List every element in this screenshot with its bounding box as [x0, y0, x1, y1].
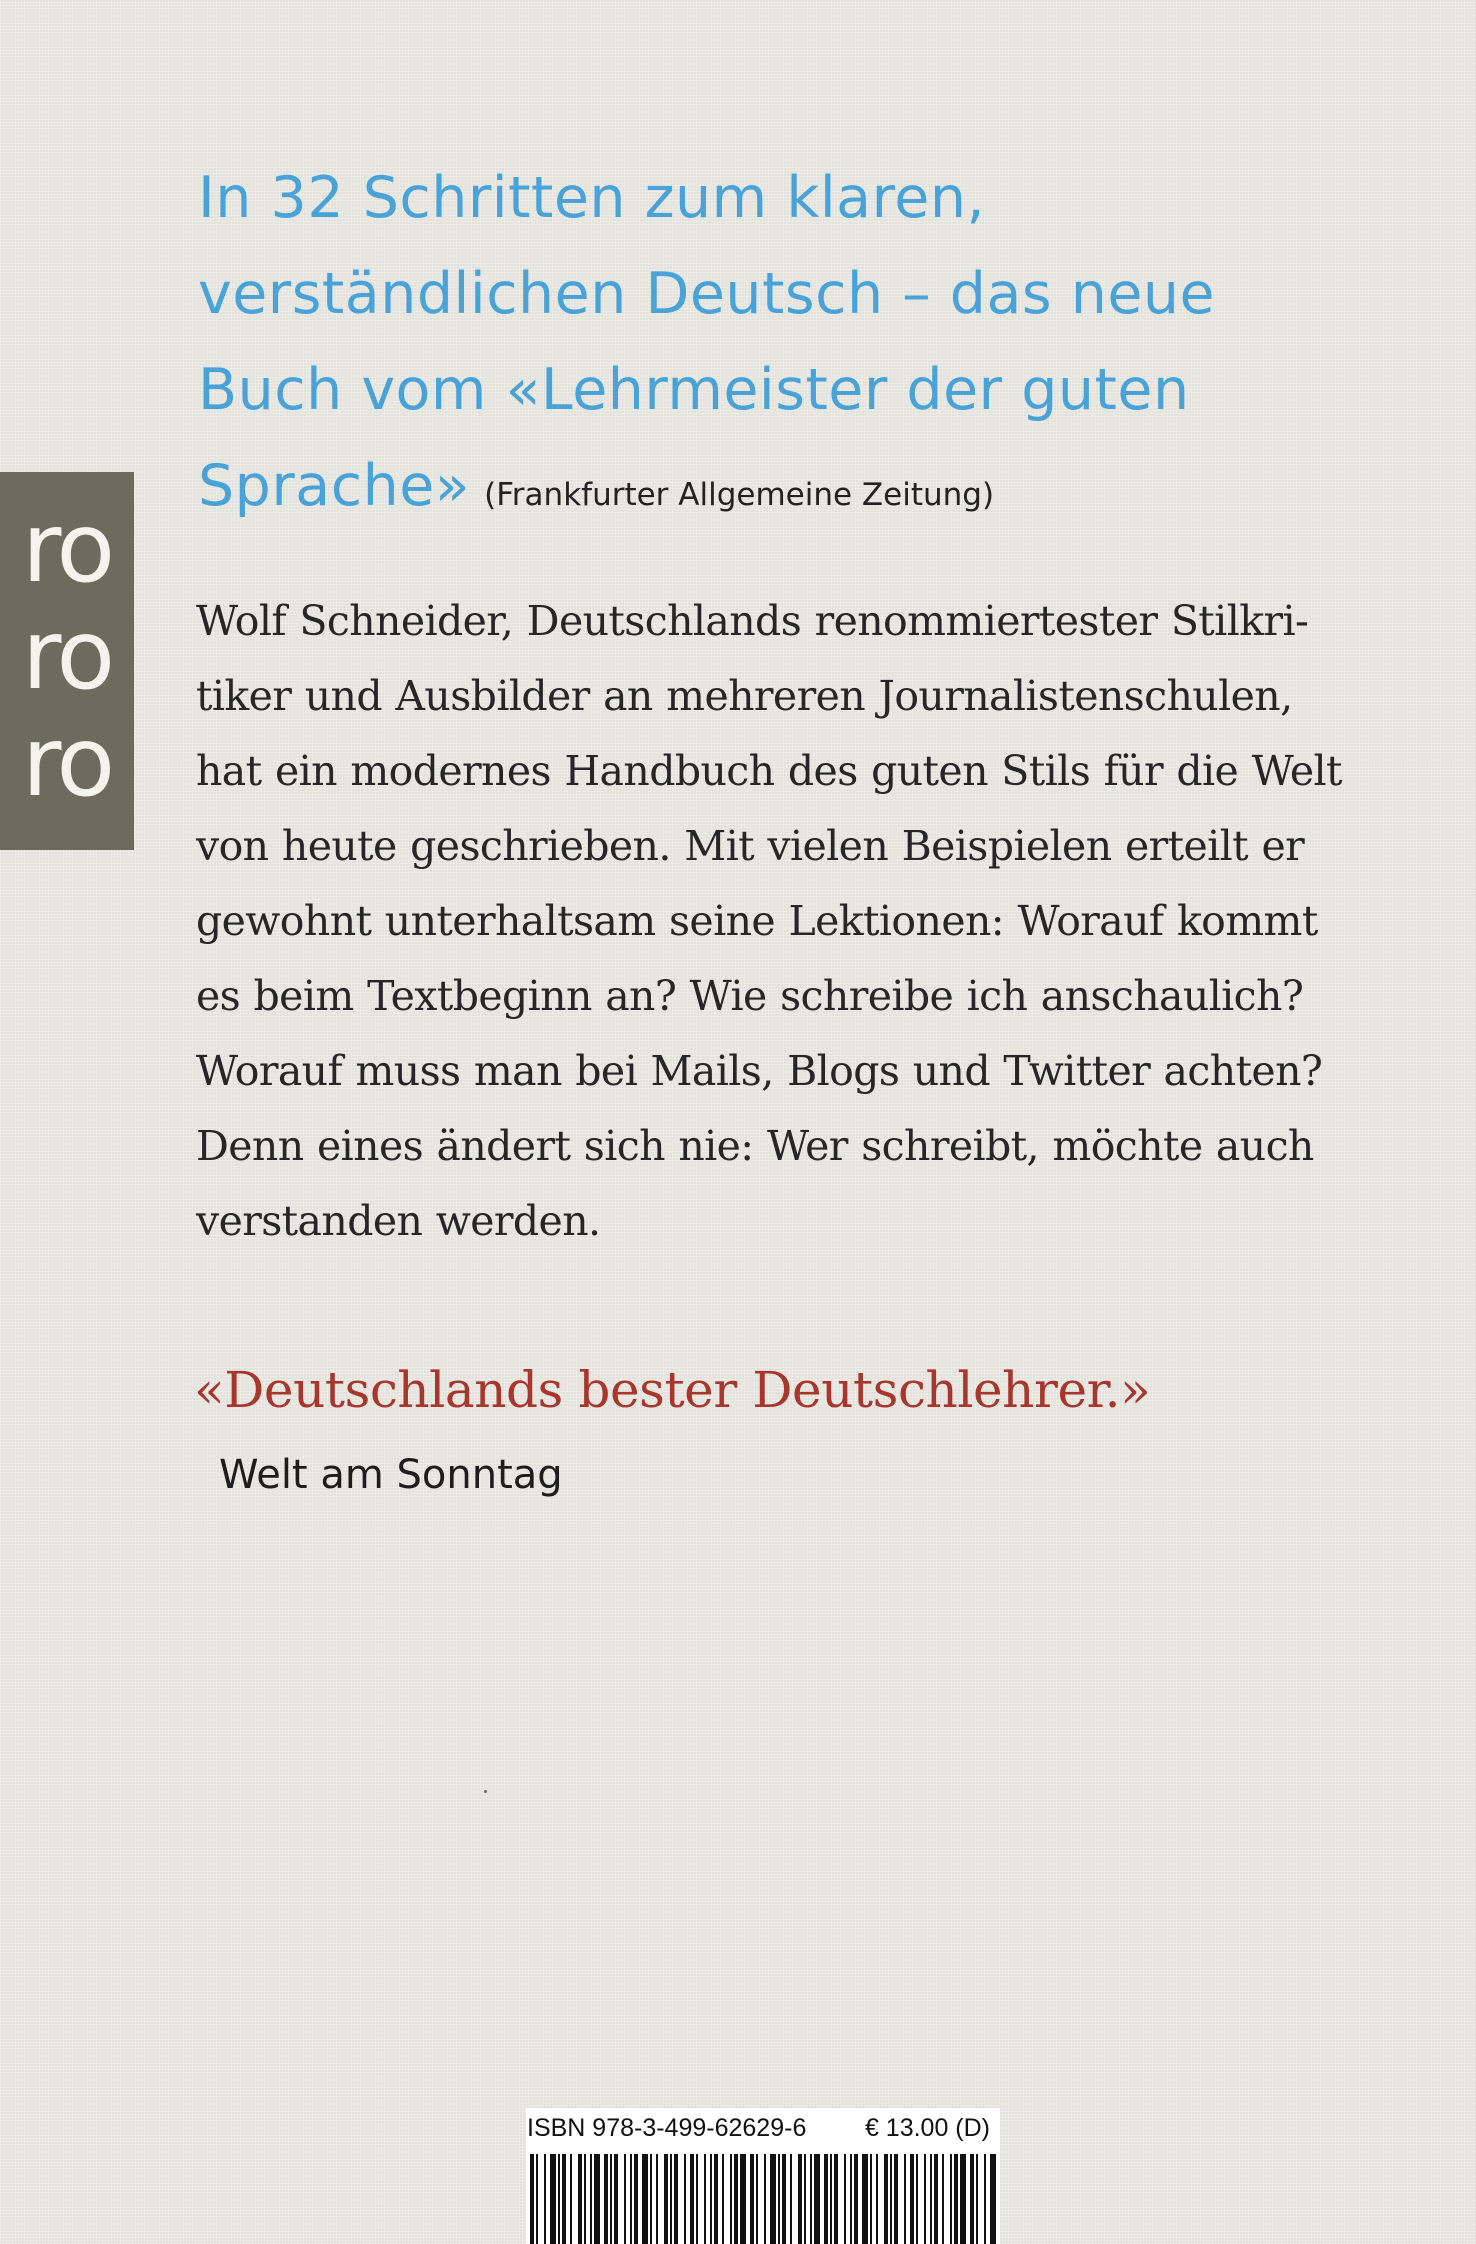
barcode-bar: [854, 2154, 858, 2244]
barcode-bar: [750, 2154, 754, 2244]
barcode-bar: [934, 2154, 938, 2244]
barcode-bar: [894, 2154, 898, 2244]
barcode-bar: [714, 2154, 718, 2244]
barcode-area: [526, 2108, 1000, 2244]
barcode-bar: [970, 2154, 974, 2244]
barcode-bar: [960, 2154, 966, 2244]
headline-line-4-text: Sprache»: [198, 453, 471, 519]
barcode-bar: [696, 2154, 698, 2244]
barcode-bar: [594, 2154, 600, 2244]
logo-line-1: ro: [21, 492, 113, 604]
barcode-bar: [684, 2154, 686, 2244]
barcode-bar: [778, 2154, 780, 2244]
barcode-bar: [664, 2154, 668, 2244]
barcode-bar: [950, 2154, 952, 2244]
barcode-bar: [734, 2154, 738, 2244]
barcode-bar: [558, 2154, 560, 2244]
headline-line-1: In 32 Schritten zum klaren,: [198, 165, 986, 231]
review-source: Welt am Sonntag: [219, 1452, 563, 1498]
blurb-text: [196, 584, 1346, 1259]
barcode-bar: [844, 2154, 846, 2244]
barcode-bar: [870, 2154, 872, 2244]
barcode-bar: [690, 2154, 694, 2244]
blurb-line-8: Denn eines ändert sich nie: Wer schreibt, möchte auch: [196, 1122, 1314, 1170]
barcode-bar: [770, 2154, 776, 2244]
barcode-bar: [710, 2154, 712, 2244]
barcode-bar: [536, 2154, 538, 2244]
barcode-bar: [562, 2154, 566, 2244]
barcode-bar: [756, 2154, 758, 2244]
review-quote: «Deutschlands bester Deutschlehrer.»: [194, 1361, 1151, 1419]
barcode-bar: [890, 2154, 892, 2244]
barcode-bar: [704, 2154, 706, 2244]
barcode-bar: [764, 2154, 766, 2244]
barcode-bar: [584, 2154, 586, 2244]
barcode-bar: [834, 2154, 838, 2244]
barcode-bar: [984, 2154, 986, 2244]
barcode-bar: [976, 2154, 978, 2244]
barcode-bar: [942, 2154, 944, 2244]
barcode-bar: [850, 2154, 852, 2244]
isbn-line: [526, 2108, 1000, 2148]
barcode-bar: [624, 2154, 626, 2244]
publisher-logo: [0, 472, 134, 850]
barcode-bar: [782, 2154, 786, 2244]
barcode-bar: [954, 2154, 958, 2244]
barcode-bar: [630, 2154, 632, 2244]
barcode-bar: [990, 2154, 996, 2244]
barcode-bar: [824, 2154, 828, 2244]
headline-source: (Frankfurter Allgemeine Zeitung): [484, 477, 995, 513]
barcode-bar: [544, 2154, 546, 2244]
isbn-number: ISBN 978-3-499-62629-6: [527, 2114, 807, 2142]
barcode-bar: [642, 2154, 648, 2244]
barcode-bar: [570, 2154, 572, 2244]
barcode-bar: [610, 2154, 612, 2244]
barcode-bar: [876, 2154, 878, 2244]
barcode-bar: [656, 2154, 658, 2244]
barcode-bar: [916, 2154, 918, 2244]
barcode-bar: [634, 2154, 638, 2244]
blurb-line-3: hat ein modernes Handbuch des guten Stils für die Welt: [196, 747, 1342, 795]
barcode-bar: [814, 2154, 820, 2244]
barcode-bar: [930, 2154, 932, 2244]
barcode-bar: [904, 2154, 906, 2244]
barcode-bar: [884, 2154, 888, 2244]
price-label: € 13.00 (D): [864, 2114, 990, 2142]
blurb-line-2: tiker und Ausbilder an mehreren Journalistenschulen,: [196, 672, 1293, 720]
print-speck: [484, 1790, 487, 1793]
barcode-bar: [550, 2154, 556, 2244]
barcode-bar: [604, 2154, 608, 2244]
barcode-bar: [804, 2154, 806, 2244]
blurb-line-7: Worauf muss man bei Mails, Blogs und Twitter achten?: [196, 1047, 1323, 1095]
blurb-line-4: von heute geschrieben. Mit vielen Beispielen erteilt er: [196, 822, 1305, 870]
barcode-bar: [790, 2154, 792, 2244]
logo-line-3: ro: [21, 706, 113, 818]
barcode-bar: [910, 2154, 914, 2244]
logo-line-2: ro: [21, 599, 113, 711]
blurb-line-1: Wolf Schneider, Deutschlands renommiertester Stilkri-: [196, 597, 1309, 645]
barcode-bar: [730, 2154, 732, 2244]
barcode-bar: [924, 2154, 926, 2244]
barcode-bar: [674, 2154, 678, 2244]
barcode-bar: [810, 2154, 812, 2244]
blurb-line-9: verstanden werden.: [196, 1197, 601, 1245]
barcode-bar: [862, 2154, 868, 2244]
blurb-line-5: gewohnt unterhaltsam seine Lektionen: Worauf kommt: [196, 897, 1318, 945]
headline-line-4: [198, 438, 1318, 543]
barcode-bar: [798, 2154, 802, 2244]
blurb-line-6: es beim Textbeginn an? Wie schreibe ich anschaulich?: [196, 972, 1304, 1020]
barcode-bar: [740, 2154, 746, 2244]
headline: [198, 150, 1318, 543]
barcode-bar: [650, 2154, 652, 2244]
barcode-bar: [830, 2154, 832, 2244]
barcode-bar: [722, 2154, 724, 2244]
barcode-bar: [530, 2154, 534, 2244]
barcode-bar: [590, 2154, 592, 2244]
headline-line-2: verständlichen Deutsch – das neue: [198, 261, 1216, 327]
barcode-bar: [614, 2154, 618, 2244]
barcode-bar: [670, 2154, 672, 2244]
barcode-bar: [578, 2154, 582, 2244]
barcode-graphic: [526, 2148, 1000, 2244]
headline-line-3: Buch vom «Lehrmeister der guten: [198, 357, 1190, 423]
